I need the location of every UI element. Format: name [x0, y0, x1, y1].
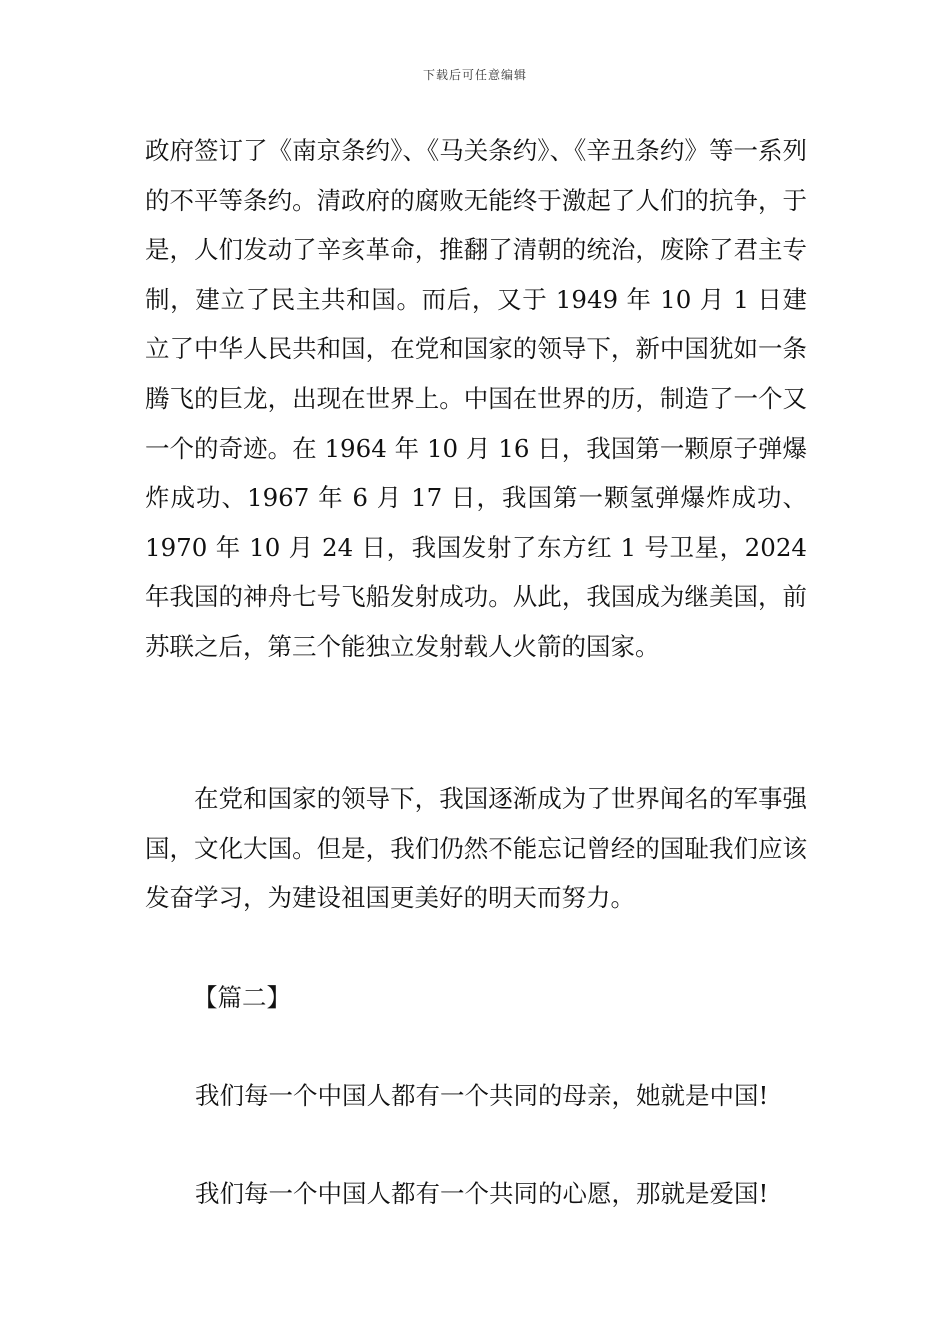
body-paragraph-2: 在党和国家的领导下，我国逐渐成为了世界闻名的军事强国，文化大国。但是，我们仍然不能忘记曾经的国耻我们应该发奋学习，为建设祖国更美好的明天而努力。 — [145, 784, 807, 913]
closing-line-1: 我们每一个中国人都有一个共同的母亲，她就是中国! — [195, 1081, 769, 1110]
closing-line-2: 我们每一个中国人都有一个共同的心愿，那就是爱国! — [195, 1179, 769, 1208]
page-header: 下载后可任意编辑 — [422, 68, 527, 82]
section-heading: 【篇二】 — [193, 983, 291, 1012]
body-paragraph-1: 政府签订了《南京条约》、《马关条约》、《辛丑条约》等一系列的不平等条约。清政府的腐败无能终于激起了人们的抗争，于是，人们发动了辛亥革命，推翻了清朝的统治，废除了君主专制，建立了民主共和国。而后，又于 1949 年 10 月 1 日建立了中华人民共和国，在党和国家的领导下，新中国犹如一条腾飞的巨龙，出现在世界上。中国在世界的历，制造了一个又一个的奇迹。在 1964 年 10 月 16 日，我国第一颗原子弹爆炸成功、1967 年 6 月 17 日，我国第一颗氢弹爆炸成功、1970 年 10 月 24 日，我国发射了东方红 1 号卫星，2024 年我国的神舟七号飞船发射成功。从此，我国成为继美国，前苏联之后，第三个能独立发射载人火箭的国家。 — [145, 136, 807, 661]
